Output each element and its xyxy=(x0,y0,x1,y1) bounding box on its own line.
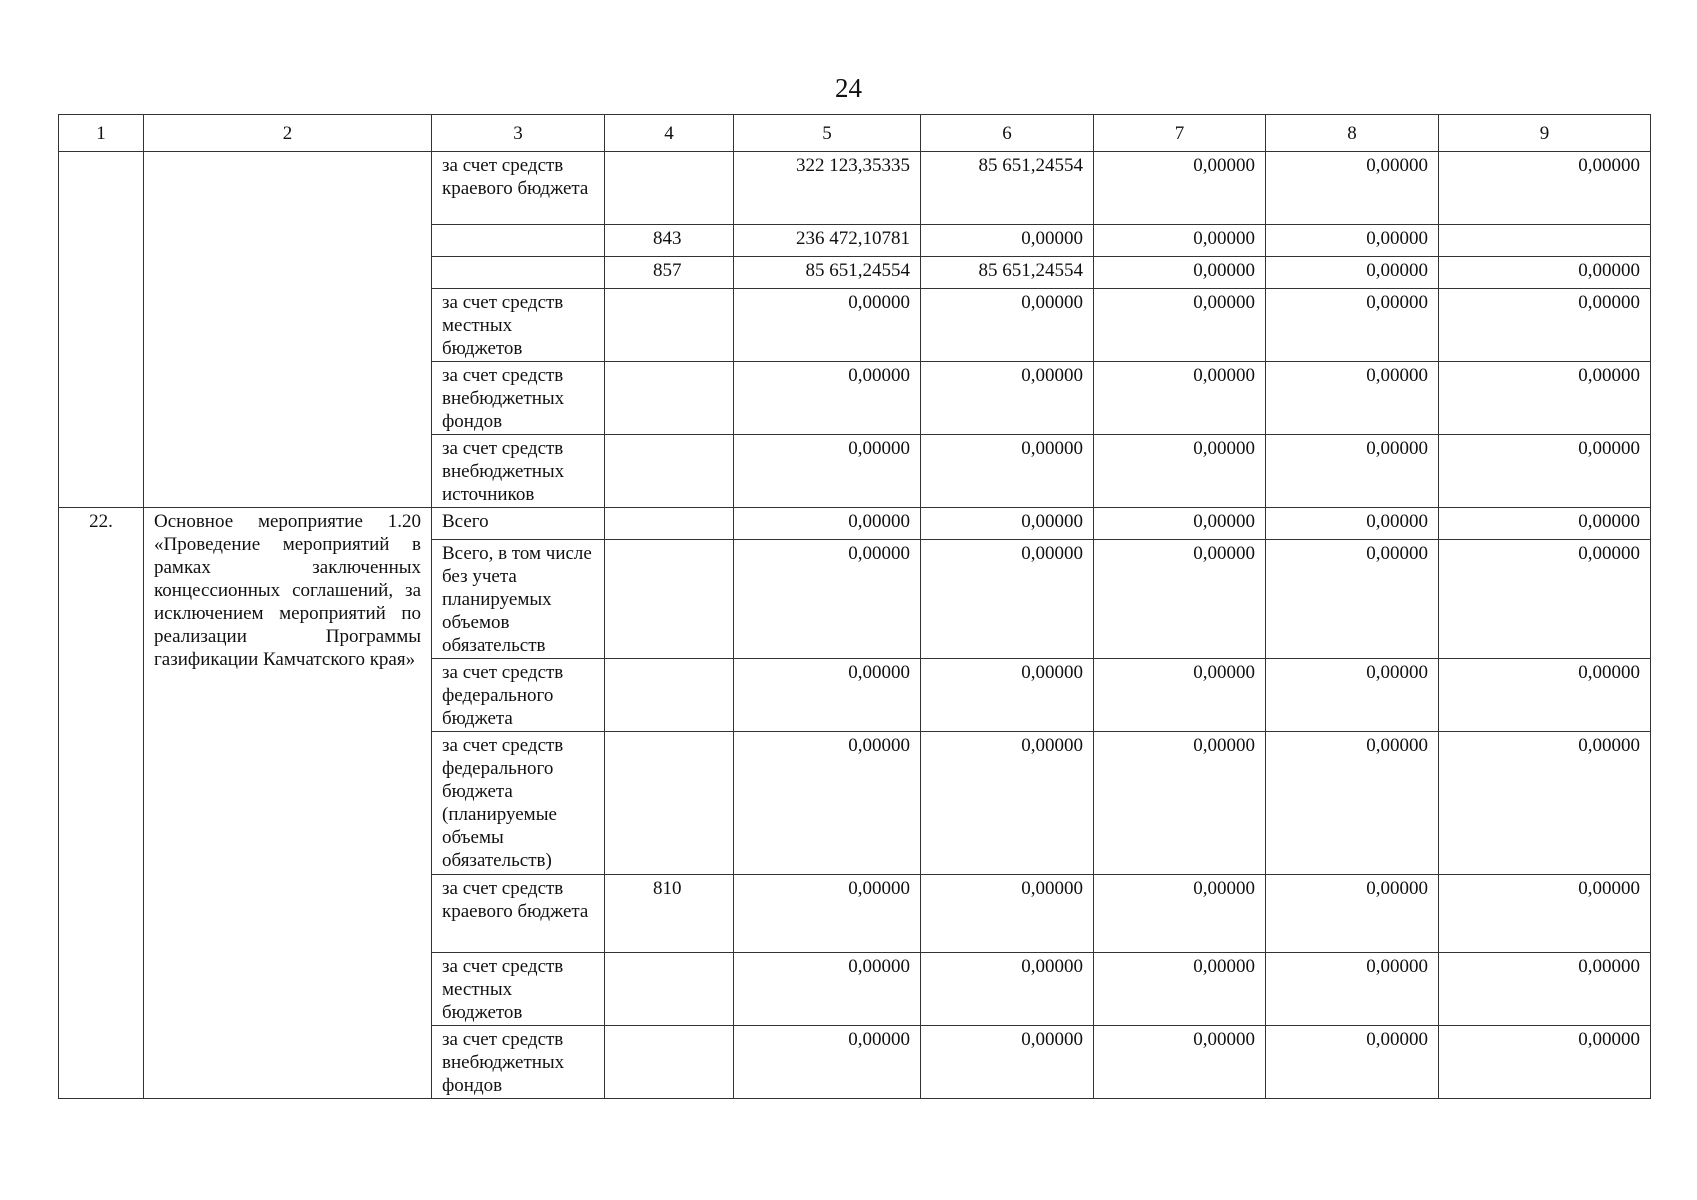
funding-source-cell: за счет средств краевого бюджета xyxy=(432,875,605,953)
value-cell: 0,00000 xyxy=(1094,659,1266,732)
value-cell: 0,00000 xyxy=(1094,953,1266,1026)
value-cell: 0,00000 xyxy=(1439,732,1651,875)
budget-table xyxy=(58,114,1651,1099)
value-cell: 0,00000 xyxy=(1439,540,1651,659)
value-cell: 0,00000 xyxy=(1266,435,1439,508)
value-cell: 0,00000 xyxy=(1094,540,1266,659)
value-cell: 0,00000 xyxy=(734,508,921,540)
value-cell: 0,00000 xyxy=(1266,362,1439,435)
value-cell: 0,00000 xyxy=(1094,508,1266,540)
value-cell: 0,00000 xyxy=(1266,508,1439,540)
value-cell: 0,00000 xyxy=(1439,362,1651,435)
value-cell: 0,00000 xyxy=(1266,540,1439,659)
value-cell: 0,00000 xyxy=(1439,257,1651,289)
funding-source-cell: за счет средств местных бюджетов xyxy=(432,289,605,362)
value-cell: 0,00000 xyxy=(1266,289,1439,362)
value-cell: 0,00000 xyxy=(1266,875,1439,953)
value-cell: 0,00000 xyxy=(1094,435,1266,508)
column-header: 5 xyxy=(734,115,921,152)
funding-source-cell: за счет средств местных бюджетов xyxy=(432,953,605,1026)
funding-source-cell: за счет средств внебюджетных фондов xyxy=(432,1026,605,1099)
value-cell: 0,00000 xyxy=(1266,953,1439,1026)
code-cell xyxy=(605,289,734,362)
row-index-cell xyxy=(59,152,144,508)
funding-source-cell xyxy=(432,225,605,257)
value-cell: 0,00000 xyxy=(1094,257,1266,289)
value-cell: 0,00000 xyxy=(921,659,1094,732)
value-cell: 0,00000 xyxy=(1094,152,1266,225)
code-cell xyxy=(605,152,734,225)
value-cell: 0,00000 xyxy=(1439,953,1651,1026)
code-cell xyxy=(605,732,734,875)
value-cell: 0,00000 xyxy=(1266,257,1439,289)
value-cell: 0,00000 xyxy=(921,362,1094,435)
value-cell: 0,00000 xyxy=(921,1026,1094,1099)
table-row xyxy=(59,508,1651,540)
value-cell: 0,00000 xyxy=(921,540,1094,659)
funding-source-cell: за счет средств внебюджетных фондов xyxy=(432,362,605,435)
funding-source-cell: Всего, в том числе без учета планируемых объемов обязательств xyxy=(432,540,605,659)
column-header-row xyxy=(59,115,1651,152)
column-header: 9 xyxy=(1439,115,1651,152)
value-cell: 0,00000 xyxy=(1094,875,1266,953)
column-header: 6 xyxy=(921,115,1094,152)
value-cell: 0,00000 xyxy=(1439,289,1651,362)
value-cell: 0,00000 xyxy=(1266,152,1439,225)
code-cell: 843 xyxy=(605,225,734,257)
funding-source-cell: за счет средств внебюджетных источников xyxy=(432,435,605,508)
value-cell: 0,00000 xyxy=(1266,1026,1439,1099)
value-cell: 0,00000 xyxy=(1266,732,1439,875)
measure-name-cell: Основное мероприятие 1.20 «Проведение мероприятий в рамках заключенных концессионных соглашений, за исключением мероприятий по реализации Программы газификации Камчатского края» xyxy=(144,508,432,1099)
value-cell: 0,00000 xyxy=(1094,225,1266,257)
value-cell: 0,00000 xyxy=(921,875,1094,953)
code-cell xyxy=(605,362,734,435)
value-cell: 0,00000 xyxy=(734,953,921,1026)
funding-source-cell: за счет средств краевого бюджета xyxy=(432,152,605,225)
value-cell: 0,00000 xyxy=(734,732,921,875)
value-cell: 0,00000 xyxy=(1439,1026,1651,1099)
value-cell xyxy=(1439,225,1651,257)
value-cell: 236 472,10781 xyxy=(734,225,921,257)
value-cell: 0,00000 xyxy=(1266,659,1439,732)
value-cell: 0,00000 xyxy=(1094,362,1266,435)
value-cell: 0,00000 xyxy=(1439,659,1651,732)
value-cell: 0,00000 xyxy=(921,508,1094,540)
value-cell: 322 123,35335 xyxy=(734,152,921,225)
code-cell xyxy=(605,1026,734,1099)
value-cell: 0,00000 xyxy=(734,1026,921,1099)
funding-source-cell: Всего xyxy=(432,508,605,540)
column-header: 1 xyxy=(59,115,144,152)
column-header: 3 xyxy=(432,115,605,152)
value-cell: 0,00000 xyxy=(921,435,1094,508)
value-cell: 0,00000 xyxy=(734,875,921,953)
funding-source-cell: за счет средств федерального бюджета (планируемые объемы обязательств) xyxy=(432,732,605,875)
code-cell xyxy=(605,435,734,508)
value-cell: 0,00000 xyxy=(1439,508,1651,540)
code-cell: 810 xyxy=(605,875,734,953)
page-number: 24 xyxy=(835,73,862,103)
value-cell: 85 651,24554 xyxy=(921,257,1094,289)
value-cell: 0,00000 xyxy=(1094,289,1266,362)
column-header: 4 xyxy=(605,115,734,152)
funding-source-cell xyxy=(432,257,605,289)
row-index-cell: 22. xyxy=(59,508,144,1099)
measure-name-cell xyxy=(144,152,432,508)
value-cell: 0,00000 xyxy=(734,289,921,362)
value-cell: 0,00000 xyxy=(1094,1026,1266,1099)
value-cell: 0,00000 xyxy=(734,362,921,435)
code-cell xyxy=(605,659,734,732)
value-cell: 0,00000 xyxy=(734,540,921,659)
column-header: 7 xyxy=(1094,115,1266,152)
value-cell: 85 651,24554 xyxy=(734,257,921,289)
code-cell: 857 xyxy=(605,257,734,289)
column-header: 8 xyxy=(1266,115,1439,152)
value-cell: 0,00000 xyxy=(1266,225,1439,257)
value-cell: 0,00000 xyxy=(734,659,921,732)
value-cell: 0,00000 xyxy=(921,953,1094,1026)
value-cell: 0,00000 xyxy=(734,435,921,508)
value-cell: 0,00000 xyxy=(1439,152,1651,225)
value-cell: 0,00000 xyxy=(921,732,1094,875)
value-cell: 0,00000 xyxy=(921,289,1094,362)
value-cell: 0,00000 xyxy=(1439,875,1651,953)
code-cell xyxy=(605,508,734,540)
value-cell: 0,00000 xyxy=(1439,435,1651,508)
value-cell: 0,00000 xyxy=(921,225,1094,257)
funding-source-cell: за счет средств федерального бюджета xyxy=(432,659,605,732)
value-cell: 85 651,24554 xyxy=(921,152,1094,225)
column-header: 2 xyxy=(144,115,432,152)
code-cell xyxy=(605,953,734,1026)
code-cell xyxy=(605,540,734,659)
table-row xyxy=(59,152,1651,225)
value-cell: 0,00000 xyxy=(1094,732,1266,875)
